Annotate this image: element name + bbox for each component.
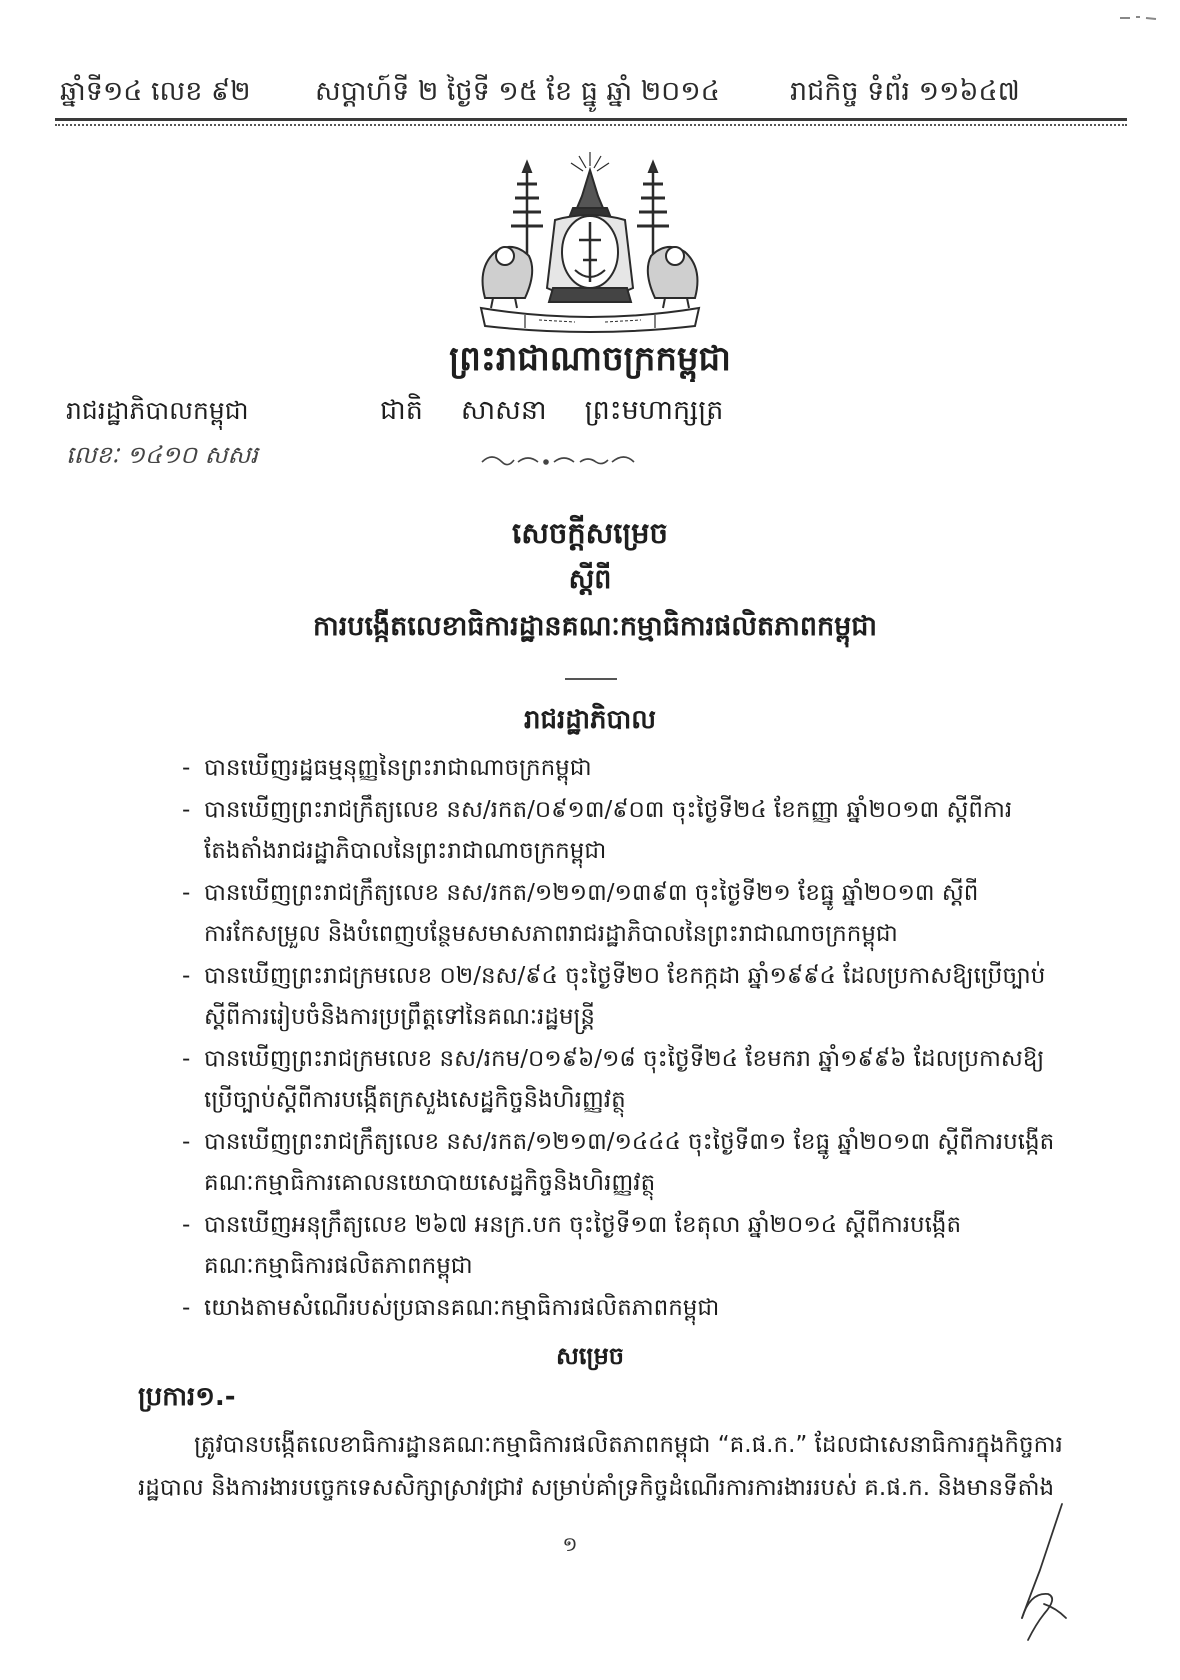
- consideration-text: បានឃើញព្រះរាជក្រឹត្យលេខ នស/រកត/០៩១៣/៩០៣ ចុះថ្ងៃទី២៤ ខែកញ្ញា ឆ្នាំ២០១៣ ស្តីពីការតែងតាំងរាជរដ្ឋាភិបាលនៃព្រះរាជាណាចក្រកម្ពុជា: [204, 796, 1013, 864]
- header-rule-dotted: [55, 124, 1127, 126]
- document-type-heading: សេចក្តីសម្រេច: [512, 516, 668, 550]
- issuer-name: រាជរដ្ឋាភិបាលកម្ពុជា: [66, 396, 249, 425]
- consideration-item: [182, 1122, 1062, 1205]
- document-subject: ការបង្កើតលេខាធិការដ្ឋានគណៈកម្មាធិការផលិតភាពកម្ពុជា: [313, 611, 877, 642]
- bullet-marker: -: [182, 796, 191, 823]
- motto-religion: សាសនា: [460, 395, 547, 426]
- motto-king: ព្រះមហាក្សត្រ: [584, 395, 724, 426]
- consideration-text: បានឃើញព្រះរាជក្រឹត្យលេខ នស/រកត/១២១៣/១៣៩៣ ចុះថ្ងៃទី២១ ខែធ្នូ ឆ្នាំ២០១៣ ស្តីពីការកែសម្រួល និងបំពេញបន្ថែមសមាសភាពរាជរដ្ឋាភិបាលនៃព្រះរាជាណាចក្រកម្ពុជា: [204, 879, 979, 947]
- decision-heading: សម្រេច: [555, 1342, 625, 1370]
- consideration-item: [182, 1288, 1062, 1330]
- consideration-text: យោងតាមសំណើរបស់ប្រធានគណៈកម្មាធិការផលិតភាពកម្ពុជា: [204, 1294, 720, 1321]
- scan-mark-icon: [1118, 12, 1158, 26]
- consideration-text: បានឃើញអនុក្រឹត្យលេខ ២៦៧ អនក្រ.បក ចុះថ្ងៃទី១៣ ខែតុលា ឆ្នាំ២០១៤ ស្តីពីការបង្កើតគណៈកម្មាធិការផលិតភាពកម្ពុជា: [204, 1211, 962, 1279]
- article-1-text: ត្រូវបានបង្កើតលេខាធិការដ្ឋានគណៈកម្មាធិការផលិតភាពកម្ពុជា “គ.ផ.ក.” ដែលជាសេនាធិការក្នុងកិច្ចការរដ្ឋបាល និងការងារបច្ចេកទេសសិក្សាស្រាវជ្រាវ សម្រាប់គាំទ្រកិច្ចដំណើរការការងាររបស់ គ.ផ.ក. និងមានទីតាំង: [138, 1432, 1063, 1501]
- consideration-item: [182, 956, 1062, 1039]
- gazette-page-ref: រាជកិច្ច ទំព័រ ១១៦៤៧: [790, 76, 1020, 107]
- article-1-heading: ប្រការ១.-: [138, 1382, 236, 1412]
- consideration-item: [182, 790, 1062, 873]
- page-number: ១: [562, 1532, 578, 1556]
- consideration-text: បានឃើញព្រះរាជក្រឹត្យលេខ នស/រកត/១២១៣/១៤៤៤ ចុះថ្ងៃទី៣១ ខែធ្នូ ឆ្នាំ២០១៣ ស្តីពីការបង្កើតគណៈកម្មាធិការគោលនយោបាយសេដ្ឋកិច្ចនិងហិរញ្ញវត្ថុ: [204, 1128, 1055, 1196]
- consideration-text: បានឃើញរដ្ឋធម្មនុញ្ញនៃព្រះរាជាណាចក្រកម្ពុជា: [204, 755, 592, 781]
- consideration-item: [182, 1039, 1062, 1122]
- subject-divider: [565, 678, 617, 680]
- considerations-list: [182, 748, 1062, 1330]
- consideration-text: បានឃើញព្រះរាជក្រមលេខ នស/រកម/០១៩៦/១៨ ចុះថ្ងៃទី២៤ ខែមករា ឆ្នាំ១៩៩៦ ដែលប្រកាសឱ្យប្រើច្បាប់ស្តីពីការបង្កើតក្រសួងសេដ្ឋកិច្ចនិងហិរញ្ញវត្ថុ: [204, 1045, 1045, 1113]
- bullet-marker: -: [182, 1045, 191, 1072]
- bullet-marker: -: [182, 1211, 191, 1238]
- document-about-label: ស្តីពី: [568, 564, 612, 595]
- motto-nation: ជាតិ: [380, 395, 423, 426]
- header-rule: [55, 118, 1127, 121]
- handwritten-initial-icon: [1000, 1500, 1080, 1650]
- flourish-divider-icon: [478, 450, 638, 472]
- issuing-authority: រាជរដ្ឋាភិបាល: [523, 705, 657, 735]
- gazette-date: សប្តាហ៍ទី ២ ថ្ងៃទី ១៥ ខែ ធ្នូ ឆ្នាំ ២០១៤: [315, 76, 720, 107]
- bullet-marker: -: [182, 1128, 191, 1155]
- kingdom-title: ព្រះរាជាណាចក្រកម្ពុជា: [449, 339, 731, 379]
- bullet-marker: -: [182, 1294, 191, 1321]
- consideration-item: [182, 1205, 1062, 1288]
- consideration-item: [182, 748, 1062, 790]
- reference-number: លេខៈ ១៤១០ សសរ: [66, 441, 258, 469]
- bullet-marker: -: [182, 962, 191, 989]
- gazette-volume-issue: ឆ្នាំទី១៤ លេខ ៩២: [60, 76, 251, 107]
- national-motto: [380, 392, 820, 430]
- consideration-text: បានឃើញព្រះរាជក្រមលេខ ០២/នស/៩៤ ចុះថ្ងៃទី២០ ខែកក្កដា ឆ្នាំ១៩៩៤ ដែលប្រកាសឱ្យប្រើច្បាប់ស្តីពីការរៀបចំនិងការប្រព្រឹត្តទៅនៃគណៈរដ្ឋមន្ត្រី: [204, 962, 1046, 1030]
- royal-coat-of-arms-icon: [455, 148, 725, 338]
- consideration-item: [182, 873, 1062, 956]
- bullet-marker: -: [182, 755, 191, 781]
- bullet-marker: -: [182, 879, 191, 906]
